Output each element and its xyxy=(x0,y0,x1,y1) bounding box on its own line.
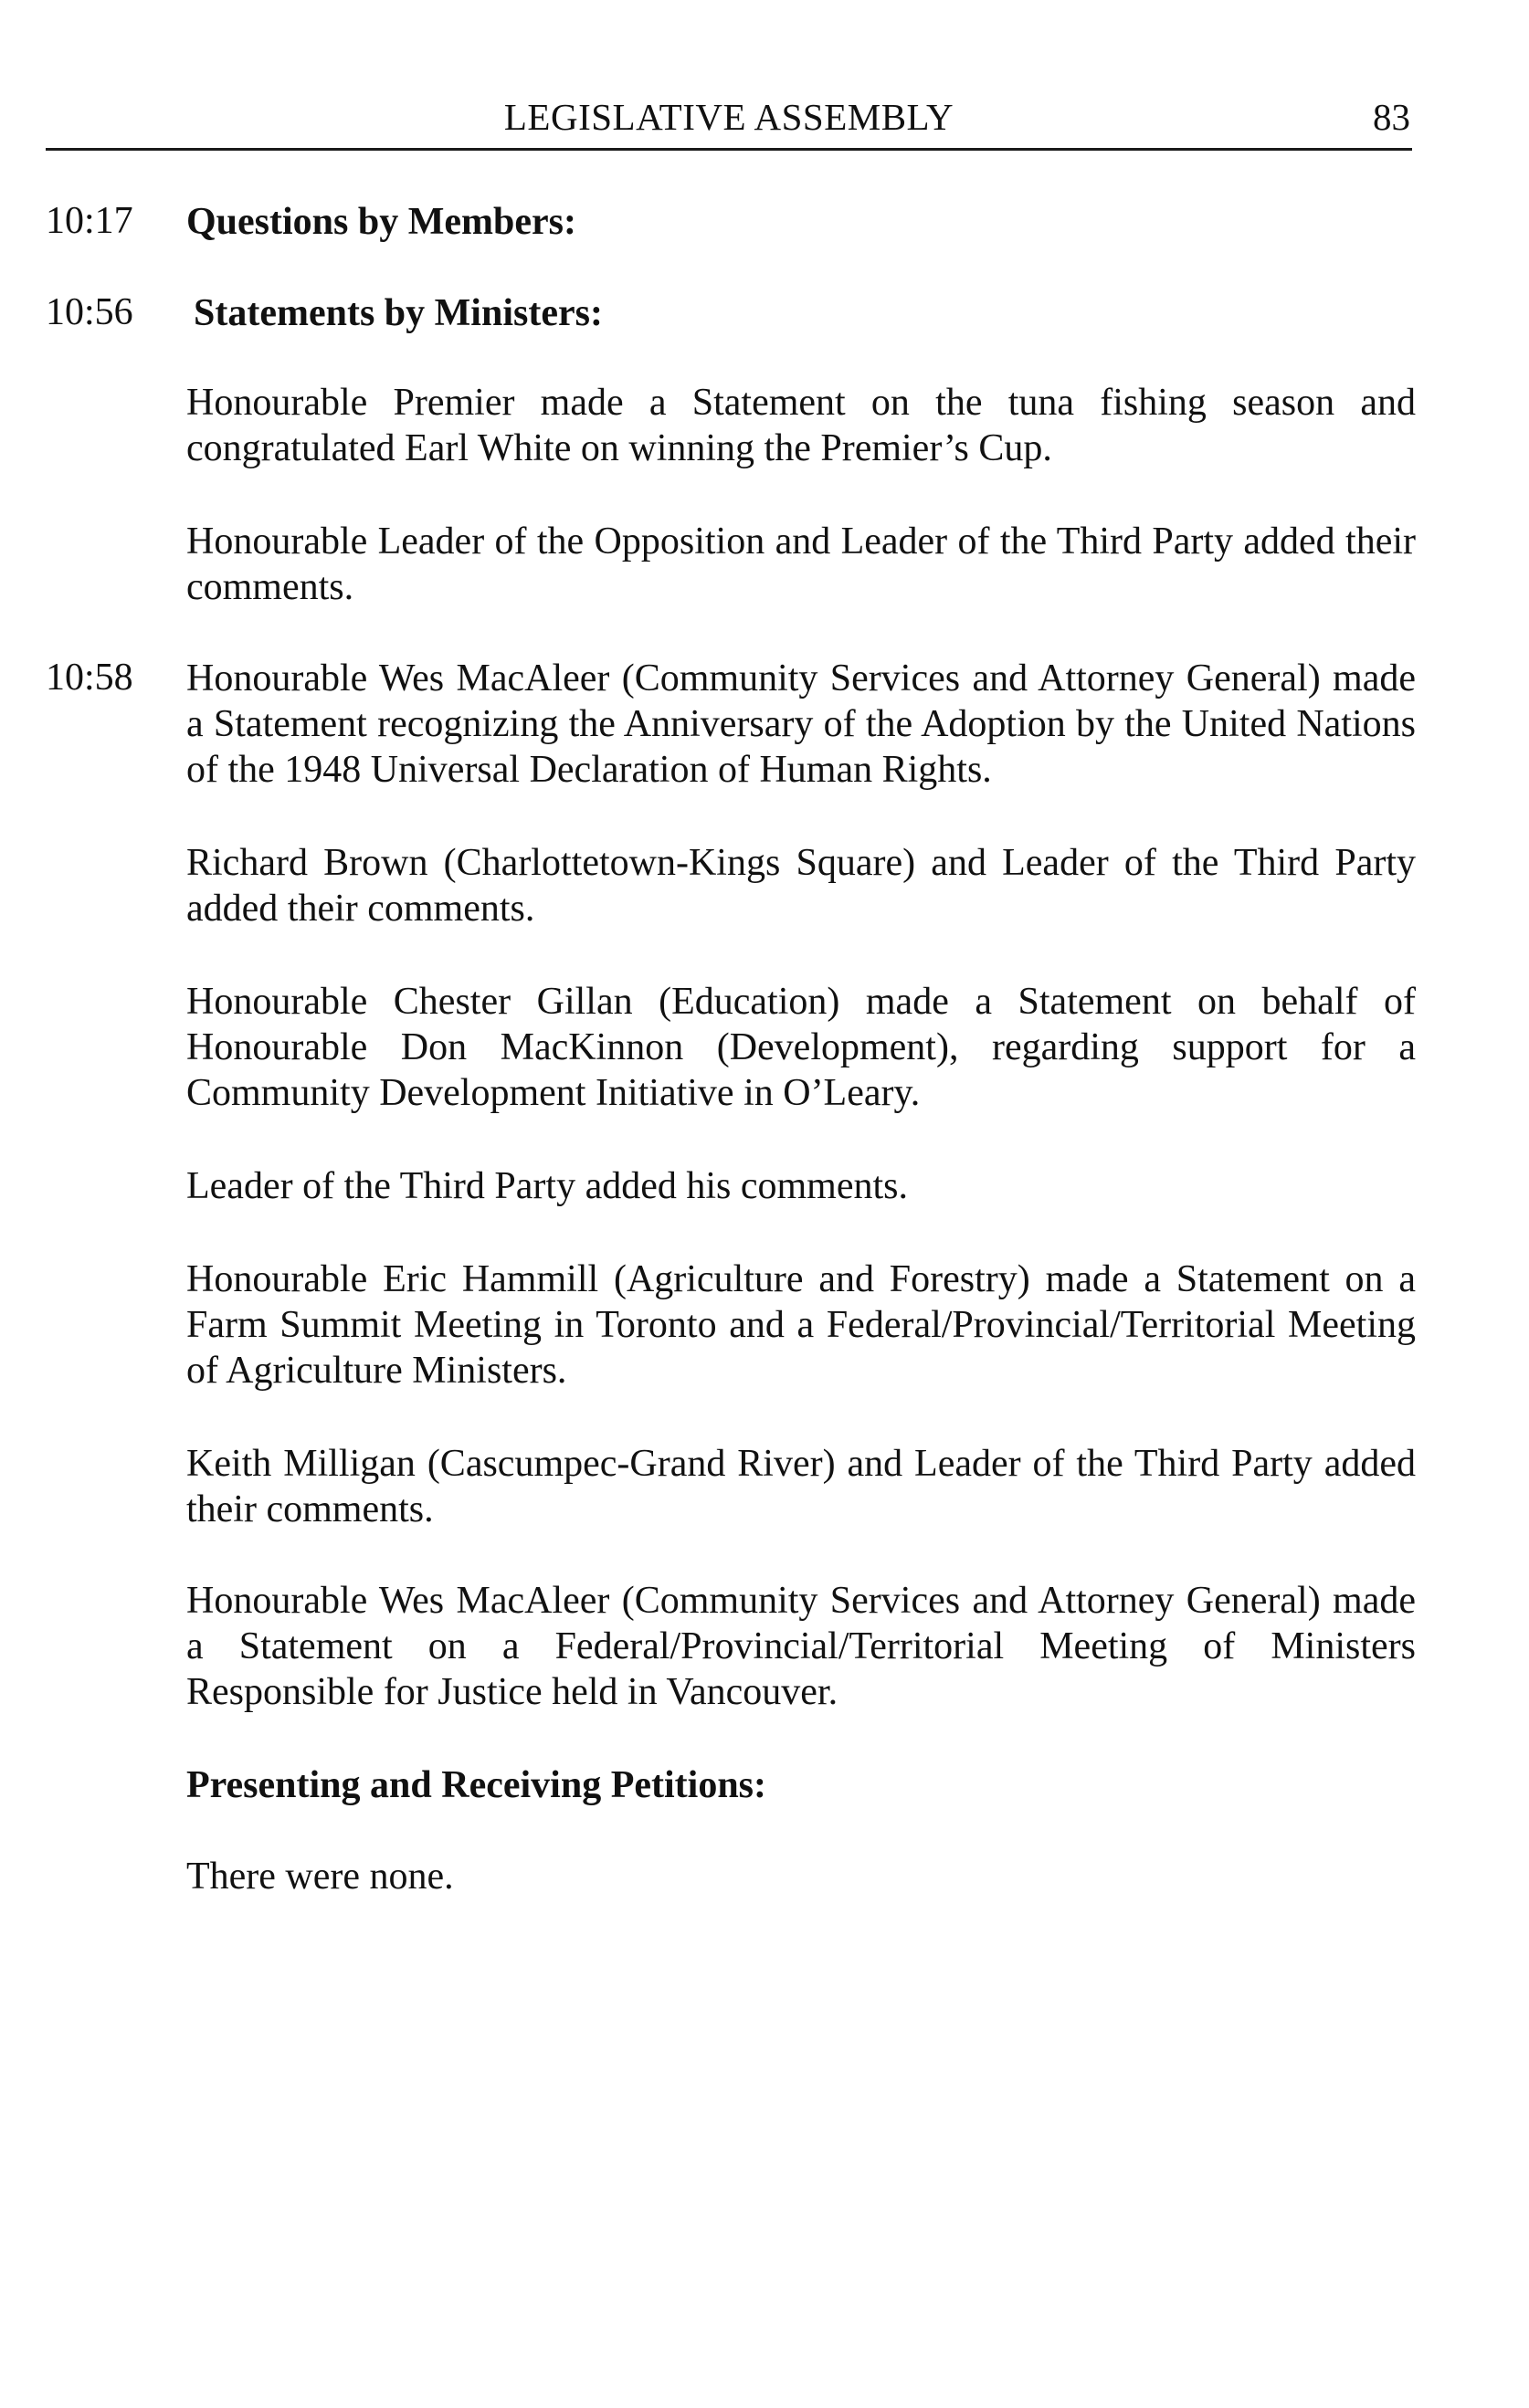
paragraph-text: Keith Milligan (Cascumpec-Grand River) and Leader of the Third Party added their comments. xyxy=(186,1443,1416,1530)
paragraph-text: Richard Brown (Charlottetown-Kings Square) and Leader of the Third Party added their comments. xyxy=(186,842,1416,930)
paragraph-text: Leader of the Third Party added his comments. xyxy=(186,1165,909,1207)
paragraph-text: Honourable Eric Hammill (Agriculture and Forestry) made a Statement on a Farm Summit Meeting in Toronto and a Federal/Provincial/Territorial Meeting of Agriculture Ministers. xyxy=(186,1258,1416,1392)
entry-time: 10:56 xyxy=(46,291,133,333)
paragraph-text: Honourable Chester Gillan (Education) made a Statement on behalf of Honourable Don MacKinnon (Development), regarding support for a Community Development Initiative in O’Leary. xyxy=(186,981,1416,1114)
header-title: LEGISLATIVE ASSEMBLY xyxy=(503,96,954,138)
petitions-heading: Presenting and Receiving Petitions: xyxy=(186,1764,767,1806)
paragraph-text: Honourable Leader of the Opposition and Leader of the Third Party added their comments. xyxy=(186,521,1416,608)
entry-heading: Questions by Members: xyxy=(186,201,576,243)
entry-heading: Statements by Ministers: xyxy=(194,292,603,334)
entry-time: 10:58 xyxy=(46,657,133,699)
paragraph-text: Honourable Wes MacAleer (Community Services and Attorney General) made a Statement on a Federal/Provincial/Territorial Meeting of Ministers Responsible for Justice held in Vancouver. xyxy=(186,1580,1416,1713)
paragraph-text: Honourable Premier made a Statement on the tuna fishing season and congratulated Earl White on winning the Premier’s Cup. xyxy=(186,382,1416,469)
entry-time: 10:17 xyxy=(46,200,133,242)
paragraph-text: Honourable Wes MacAleer (Community Services and Attorney General) made a Statement recognizing the Anniversary of the Adoption by the United Nations of the 1948 Universal Declaration of Human Rights. xyxy=(186,657,1416,791)
petitions-text: There were none. xyxy=(186,1856,454,1898)
page-number: 83 xyxy=(1373,96,1410,138)
page-header xyxy=(46,91,1412,151)
